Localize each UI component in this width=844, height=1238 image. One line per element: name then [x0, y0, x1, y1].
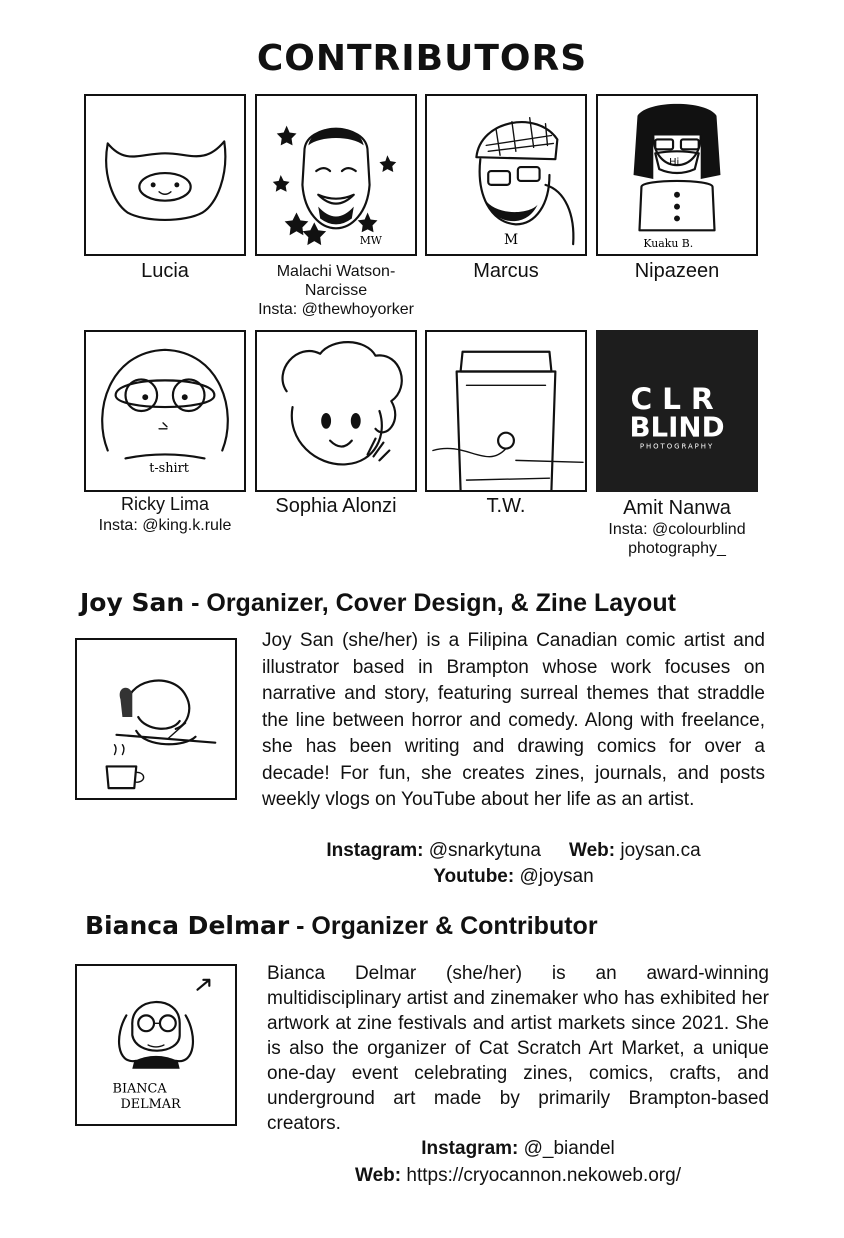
portrait-icon [598, 96, 756, 254]
page-title: CONTRIBUTORS [256, 38, 588, 79]
contributor-art-marcus [425, 94, 587, 256]
signature-text: MW [359, 234, 382, 248]
contributor-name: T.W. [486, 495, 526, 517]
contributor-name: Ricky Lima [120, 494, 209, 514]
organizer-role: - Organizer, Cover Design, & Zine Layout [184, 589, 676, 617]
organizer-bio: Bianca Delmar (she/her) is an award-winning multidisciplinary artist and zinemaker who has exhibited her artwork at zine festivals and artist markets since 2021. She is also the organizer of Cat Scratch Art Market, a unique one-day event celebrating zines, comics, crafts, and underground art made by primarily Brampton-based creators. [267, 963, 769, 1134]
contributor-insta: Insta: @colourblind photography_ [608, 521, 746, 558]
art-label: DELMAR [120, 1097, 181, 1113]
link-label: Instagram: [421, 1138, 519, 1159]
organizer-art-bianca [75, 964, 237, 1126]
contributor-art-malachi [255, 94, 417, 256]
link-label: Web: [355, 1165, 402, 1186]
logo-line: CLR [630, 382, 724, 417]
organizer-name: Joy San [80, 588, 185, 617]
contributor-art-lucia [84, 94, 246, 256]
organizer-name: Bianca Delmar [85, 911, 290, 940]
contributor-name: Amit Nanwa [623, 497, 731, 519]
mask-text: Hi [669, 157, 680, 169]
art-label: BIANCA [112, 1081, 167, 1097]
link-item[interactable] [569, 840, 701, 861]
organizer-links [267, 1135, 769, 1189]
contributor-art-amit [596, 330, 758, 492]
contributor-name: Nipazeen [634, 260, 720, 282]
art-label: t-shirt [149, 461, 189, 477]
contributor-art-sophia [255, 330, 417, 492]
contributor-art-tw [425, 330, 587, 492]
link-item[interactable] [326, 840, 541, 861]
link-value: joysan.ca [615, 840, 701, 861]
link-label: Web: [569, 840, 616, 861]
contributor-caption [425, 494, 587, 518]
contributor-name: Lucia [141, 260, 189, 282]
link-item[interactable] [355, 1165, 681, 1186]
contributor-caption [425, 259, 587, 283]
signature-text: Kuaku B. [643, 237, 694, 251]
portrait-icon [77, 966, 235, 1124]
contributor-caption [255, 494, 417, 518]
contributor-caption [74, 494, 256, 535]
link-value: @_biandel [518, 1138, 615, 1159]
link-item[interactable] [433, 866, 593, 887]
link-value: @joysan [514, 866, 594, 887]
organizer-bio: Joy San (she/her) is a Filipina Canadian comic artist and illustrator based in Brampton whose work focuses on narrative and story, featuring surreal themes that straddle the line between horror and comedy. Along with freelance, she has been writing and drawing comics for over a decade! For fun, she creates zines, journals, and posts weekly vlogs on YouTube about her life as an artist. [262, 630, 765, 810]
link-item[interactable] [421, 1138, 615, 1159]
character-icon [86, 332, 244, 490]
contributor-name: Marcus [473, 260, 539, 282]
creature-icon [86, 96, 244, 254]
clr-blind-logo [598, 332, 756, 490]
link-value: @snarkytuna [423, 840, 541, 861]
contributor-caption [84, 259, 246, 283]
contributor-caption [592, 496, 762, 558]
organizer-links [262, 838, 765, 890]
contributor-name: Sophia Alonzi [275, 495, 397, 517]
contributor-insta: Insta: @thewhoyorker [258, 301, 414, 319]
organizer-role: - Organizer & Contributor [289, 912, 598, 940]
portrait-icon [427, 96, 585, 254]
contributor-insta: Insta: @king.k.rule [98, 516, 232, 534]
link-value: https://cryocannon.nekoweb.org/ [401, 1165, 681, 1186]
logo-line: PHOTOGRAPHY [639, 442, 715, 451]
contributor-art-ricky [84, 330, 246, 492]
link-label: Instagram: [326, 840, 424, 861]
organizer-art-joy [75, 638, 237, 800]
signature-text: M [504, 232, 519, 249]
contributor-art-nipazeen [596, 94, 758, 256]
cup-icon [427, 332, 585, 490]
character-icon [257, 332, 415, 490]
organizer-heading [85, 911, 598, 941]
contributor-caption [596, 259, 758, 283]
link-label: Youtube: [433, 866, 515, 887]
organizer-heading [80, 588, 676, 618]
contributor-name: Malachi Watson-Narcisse [276, 263, 396, 300]
contributor-caption [248, 262, 424, 320]
portrait-icon [257, 96, 415, 254]
drawing-artist-icon [77, 640, 235, 798]
logo-line: BLIND [629, 410, 725, 444]
